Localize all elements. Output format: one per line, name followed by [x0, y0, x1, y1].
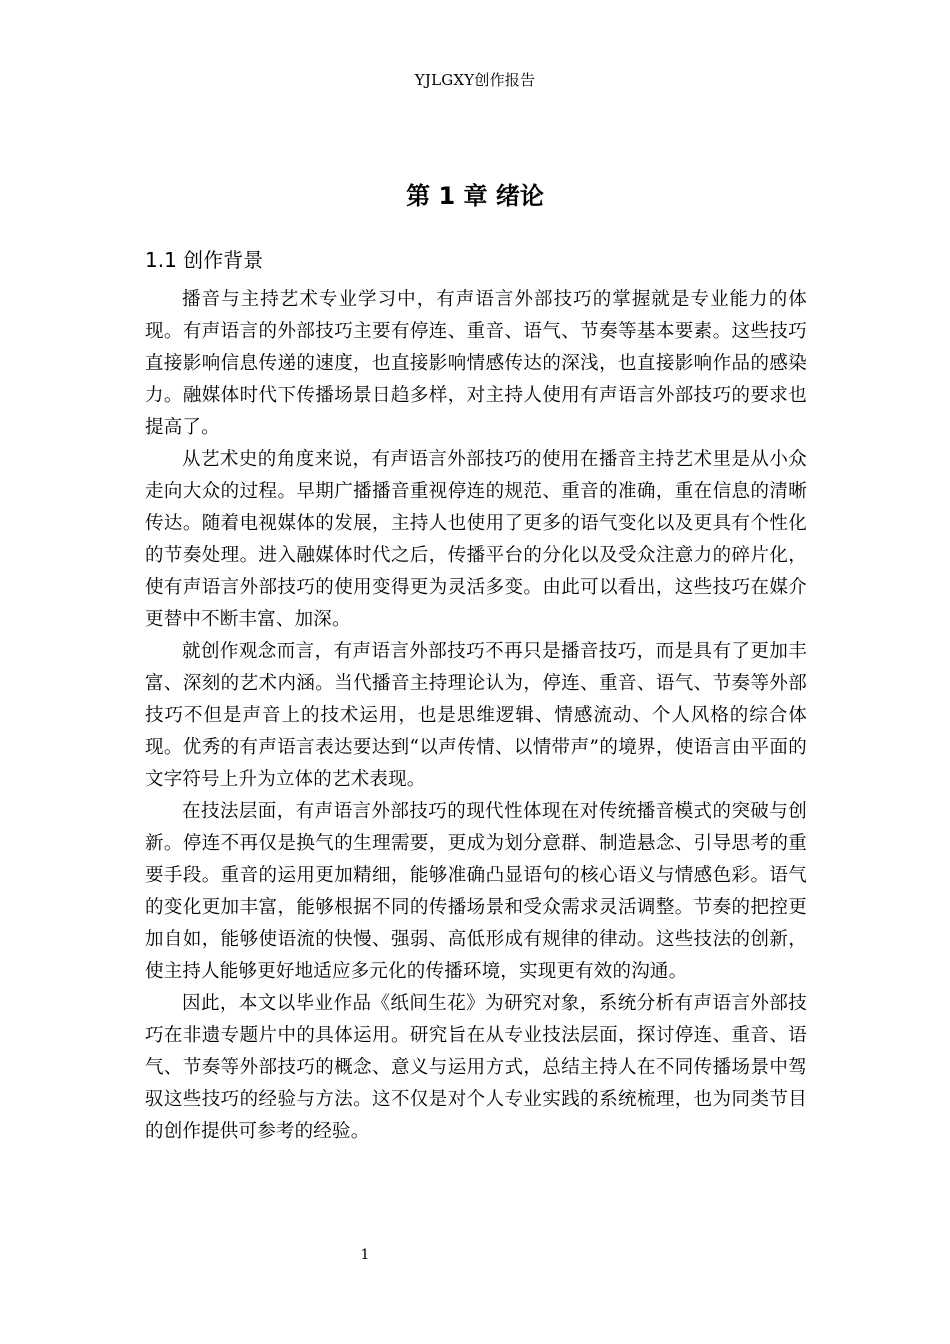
paragraph: 因此，本文以毕业作品《纸间生花》为研究对象，系统分析有声语言外部技巧在非遗专题片中的具体运用。研究旨在从专业技法层面，探讨停连、重音、语气、节奏等外部技巧的概念、意义与运用方式，总结主持人在不同传播场景中驾驭这些技巧的经验与方法。这不仅是对个人专业实践的系统梳理，也为同类节目的创作提供可参考的经验。 [145, 993, 807, 1142]
paragraph: 就创作观念而言，有声语言外部技巧不再只是播音技巧，而是具有了更加丰富、深刻的艺术内涵。当代播音主持理论认为，停连、重音、语气、节奏等外部技巧不但是声音上的技术运用，也是思维逻辑、情感流动、个人风格的综合体现。优秀的有声语言表达要达到“以声传情、以情带声”的境界，使语言由平面的文字符号上升为立体的艺术表现。 [145, 641, 807, 790]
chapter-title: 第 1 章 绪论 [406, 182, 544, 210]
body-text [145, 284, 807, 1148]
paragraph: 在技法层面，有声语言外部技巧的现代性体现在对传统播音模式的突破与创新。停连不再仅是换气的生理需要，更成为划分意群、制造悬念、引导思考的重要手段。重音的运用更加精细，能够准确凸显语句的核心语义与情感色彩。语气的变化更加丰富，能够根据不同的传播场景和受众需求灵活调整。节奏的把控更加自如，能够使语流的快慢、强弱、高低形成有规律的律动。这些技法的创新，使主持人能够更好地适应多元化的传播环境，实现更有效的沟通。 [145, 801, 807, 982]
paragraph: 从艺术史的角度来说，有声语言外部技巧的使用在播音主持艺术里是从小众走向大众的过程。早期广播播音重视停连的规范、重音的准确，重在信息的清晰传达。随着电视媒体的发展，主持人也使用了更多的语气变化以及更具有个性化的节奏处理。进入融媒体时代之后，传播平台的分化以及受众注意力的碎片化，使有声语言外部技巧的使用变得更为灵活多变。由此可以看出，这些技巧在媒介更替中不断丰富、加深。 [145, 449, 807, 630]
running-header: YJLGXY创作报告 [414, 71, 536, 89]
section-title: 1.1 创作背景 [145, 248, 264, 272]
paragraph: 播音与主持艺术专业学习中，有声语言外部技巧的掌握就是专业能力的体现。有声语言的外部技巧主要有停连、重音、语气、节奏等基本要素。这些技巧直接影响信息传递的速度，也直接影响情感传达的深浅，也直接影响作品的感染力。融媒体时代下传播场景日趋多样，对主持人使用有声语言外部技巧的要求也提高了。 [145, 289, 807, 438]
page-number: 1 [360, 1247, 370, 1263]
